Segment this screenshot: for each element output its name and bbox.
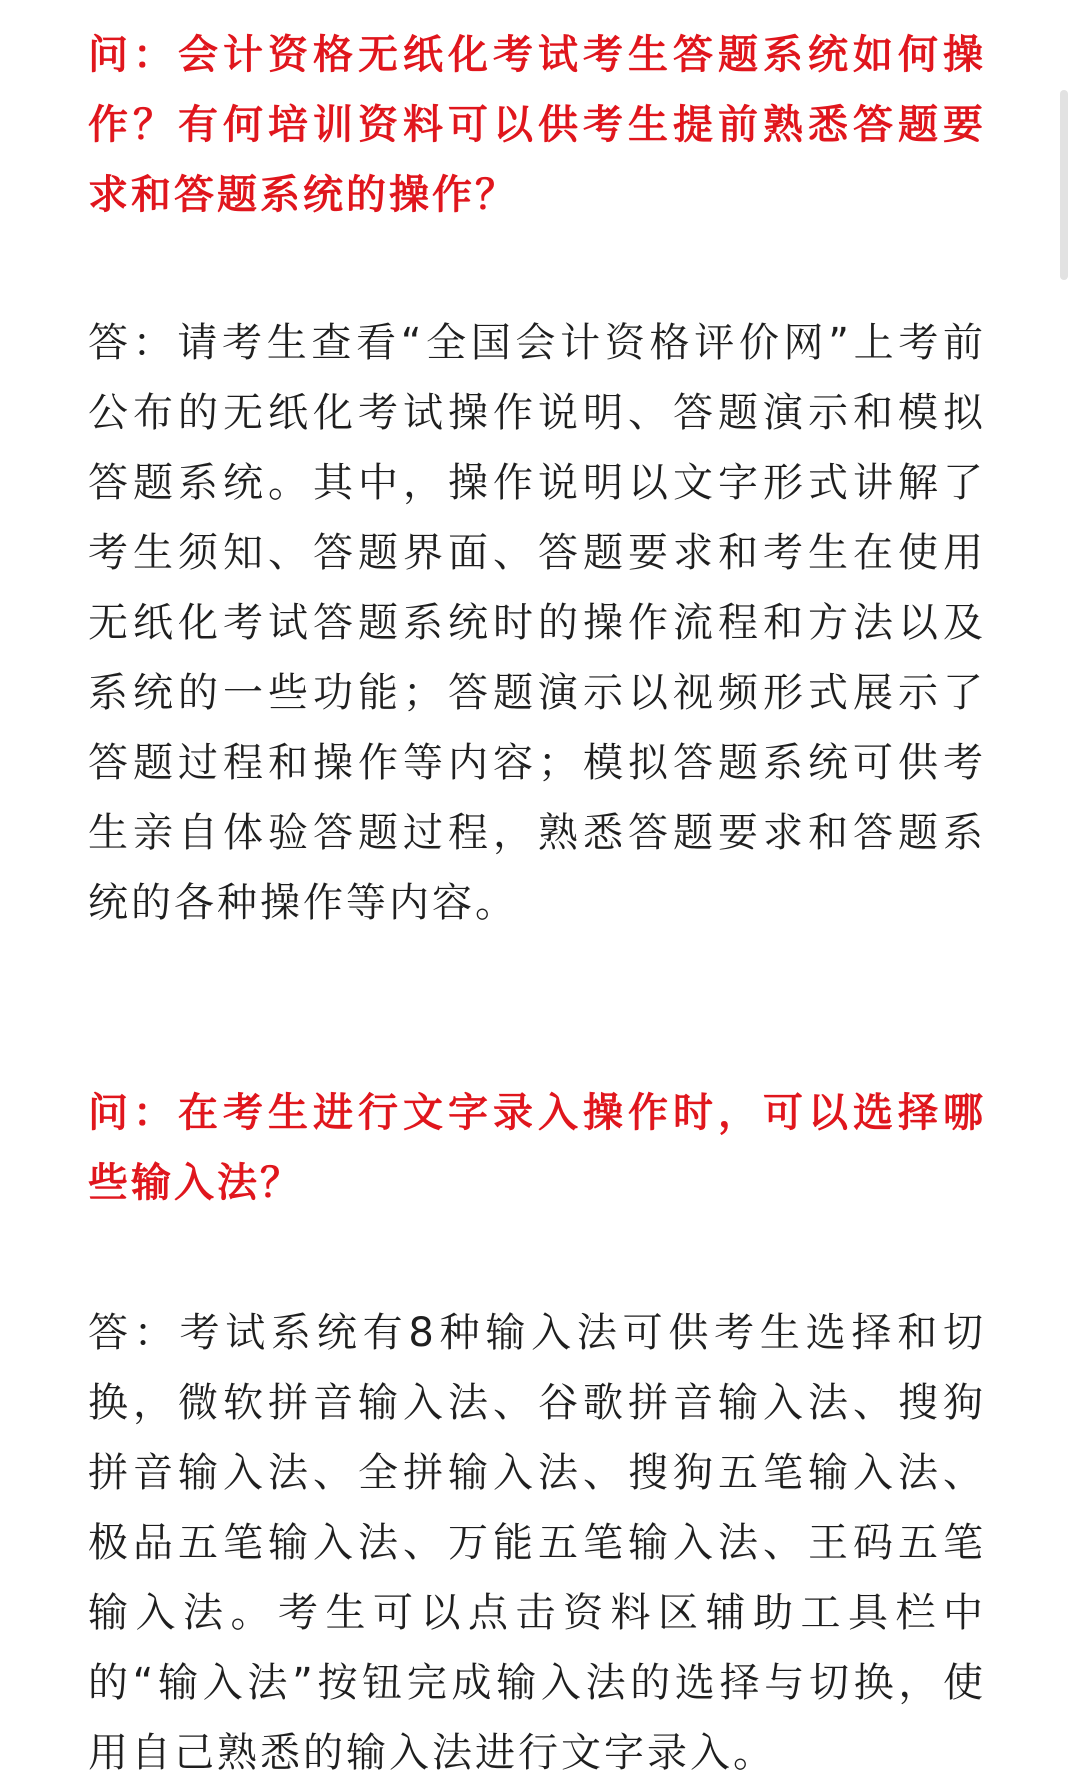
answer-1: 答：请考生查看“全国会计资格评价网”上考前公布的无纸化考试操作说明、答题演示和模拟答题系统。其中，操作说明以文字形式讲解了考生须知、答题界面、答题要求和考生在使用无纸化考试答题系统时的操作流程和方法以及系统的一些功能；答题演示以视频形式展示了答题过程和操作等内容；模拟答题系统可供考生亲自体验答题过程，熟悉答题要求和答题系统的各种操作等内容。 — [88, 320, 986, 926]
scrollbar-thumb[interactable] — [1060, 90, 1068, 280]
question-2: 问：在考生进行文字录入操作时，可以选择哪些输入法？ — [88, 1090, 986, 1206]
answer-2: 答：考试系统有8种输入法可供考生选择和切换，微软拼音输入法、谷歌拼音输入法、搜狗拼音输入法、全拼输入法、搜狗五笔输入法、极品五笔输入法、万能五笔输入法、王码五笔输入法。考生可以点击资料区辅助工具栏中的“输入法”按钮完成输入法的选择与切换，使用自己熟悉的输入法进行文字录入。 — [88, 1310, 986, 1776]
question-1: 问：会计资格无纸化考试考生答题系统如何操作？有何培训资料可以供考生提前熟悉答题要求和答题系统的操作？ — [88, 32, 986, 218]
faq-article — [88, 20, 986, 1788]
